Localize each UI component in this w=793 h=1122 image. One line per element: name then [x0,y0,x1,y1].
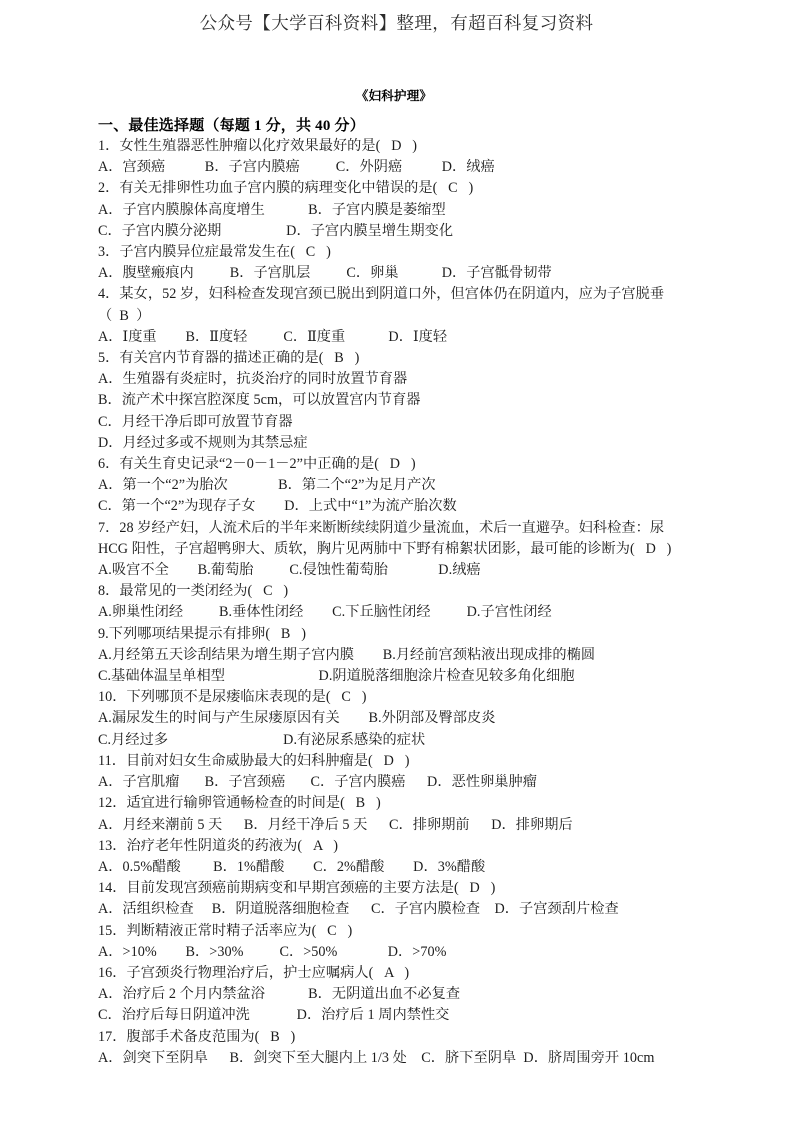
question-options: A．第一个“2”为胎次 B．第二个“2”为足月产次 [98,477,436,494]
question-options: A．治疗后 2 个月内禁盆浴 B．无阴道出血不必复查 [98,986,461,1003]
question-stem: 12．适宜进行输卵管通畅检查的时间是( B ) [98,795,381,812]
question-stem-continued: （ B ） [98,307,151,324]
question-stem: 13．治疗老年性阴道炎的药液为( A ) [98,837,339,854]
question-stem: 2．有关无排卵性功血子宫内膜的病理变化中错误的是( C ) [98,180,474,197]
question-options: C．月经干净后即可放置节育器 [98,413,293,430]
question-options: A.月经第五天诊刮结果为增生期子宫内膜 B.月经前宫颈粘液出现成排的椭圆 [98,646,596,663]
question-stem: 5．有关宫内节育器的描述正确的是( B ) [98,350,360,367]
question-stem: 17．腹部手术备皮范围为( B ) [98,1028,296,1045]
question-stem: 14．目前发现宫颈癌前期病变和早期宫颈癌的主要方法是( D ) [98,880,496,897]
question-options: C.基础体温呈单相型 D.阴道脱落细胞涂片检查见较多角化细胞 [98,668,575,685]
question-options: A.漏尿发生的时间与产生尿瘘原因有关 B.外阴部及臀部皮炎 [98,710,496,727]
question-options: A．子宫肌瘤 B．子宫颈癌 C．子宫内膜癌 D．恶性卵巢肿瘤 [98,774,538,791]
document-title: 《妇科护理》 [355,89,433,103]
question-stem: 6．有关生育史记录“2－0－1－2”中正确的是( D ) [98,456,416,473]
document-content [98,86,690,1069]
question-options: A．月经来潮前 5 天 B．月经干净后 5 天 C．排卵期前 D．排卵期后 [98,816,573,833]
question-options: A．腹壁瘢痕内 B．子宫肌层 C．卵巢 D．子宫骶骨韧带 [98,265,552,282]
question-options: A.吸宫不全 B.葡萄胎 C.侵蚀性葡萄胎 D.绒癌 [98,562,481,579]
question-stem-continued: HCG 阳性，子宫超鸭卵大、质软，胸片见两肺中下野有棉絮状团影，最可能的诊断为( D ) [98,540,672,557]
question-stem: 7．28 岁经产妇，人流术后的半年来断断续续阴道少量流血，术后一直避孕。妇科检查：尿 [98,519,665,536]
question-options: A．生殖器有炎症时，抗炎治疗的同时放置节育器 [98,371,408,388]
question-stem: 1．女性生殖器恶性肿瘤以化疗效果最好的是( D ) [98,138,418,154]
question-options: C．治疗后每日阴道冲洗 D．治疗后 1 周内禁性交 [98,1007,450,1024]
question-options: A.卵巢性闭经 B.垂体性闭经 C.下丘脑性闭经 D.子宫性闭经 [98,604,552,621]
question-options: A．Ⅰ度重 B．Ⅱ度轻 C．Ⅱ度重 D．Ⅰ度轻 [98,328,448,345]
question-options: D．月经过多或不规则为其禁忌症 [98,434,308,451]
question-options: A．宫颈癌 B．子宫内膜癌 C．外阴癌 D．绒癌 [98,159,495,176]
question-options: A．0.5%醋酸 B．1%醋酸 C．2%醋酸 D．3%醋酸 [98,858,486,875]
question-stem: 10．下列哪顶不是尿瘘临床表现的是( C ) [98,689,367,706]
question-stem: 3．子宫内膜异位症最常发生在( C ) [98,244,331,261]
question-stem: 11．目前对妇女生命威胁最大的妇科肿瘤是( D ) [98,752,410,769]
question-options: C．子宫内膜分泌期 D．子宫内膜呈增生期变化 [98,222,454,239]
watermark-header: 公众号【大学百科资料】整理，有超百科复习资料 [199,13,594,33]
question-stem: 16．子宫颈炎行物理治疗后，护士应嘱病人( A ) [98,964,410,981]
question-options: C．第一个“2”为现存子女 D．上式中“1”为流产胎次数 [98,498,457,515]
question-options: A．子宫内膜腺体高度增生 B．子宫内膜是萎缩型 [98,201,446,218]
question-options: B．流产术中探宫腔深度 5cm，可以放置宫内节育器 [98,392,421,409]
question-options: A．剑突下至阴阜 B．剑突下至大腿内上 1/3 处 C．脐下至阴阜 D．脐周围旁开 10cm [98,1049,655,1066]
question-stem: 15．判断精液正常时精子活率应为( C ) [98,922,353,939]
question-options: C.月经过多 D.有泌尿系感染的症状 [98,731,426,748]
question-stem: 9.下列哪项结果提示有排卵( B ) [98,625,306,642]
question-options: A．>10% B．>30% C．>50% D．>70% [98,943,447,960]
question-stem: 4．某女，52 岁，妇科检查发现宫颈已脱出到阴道口外，但宫体仍在阴道内，应为子宫脱垂 [98,286,665,303]
section-heading: 一、最佳选择题（每题 1 分，共 40 分） [98,118,365,134]
question-options: A．活组织检查 B．阴道脱落细胞检查 C．子宫内膜检查 D．子宫颈刮片检查 [98,901,619,918]
question-stem: 8．最常见的一类闭经为( C ) [98,583,289,600]
